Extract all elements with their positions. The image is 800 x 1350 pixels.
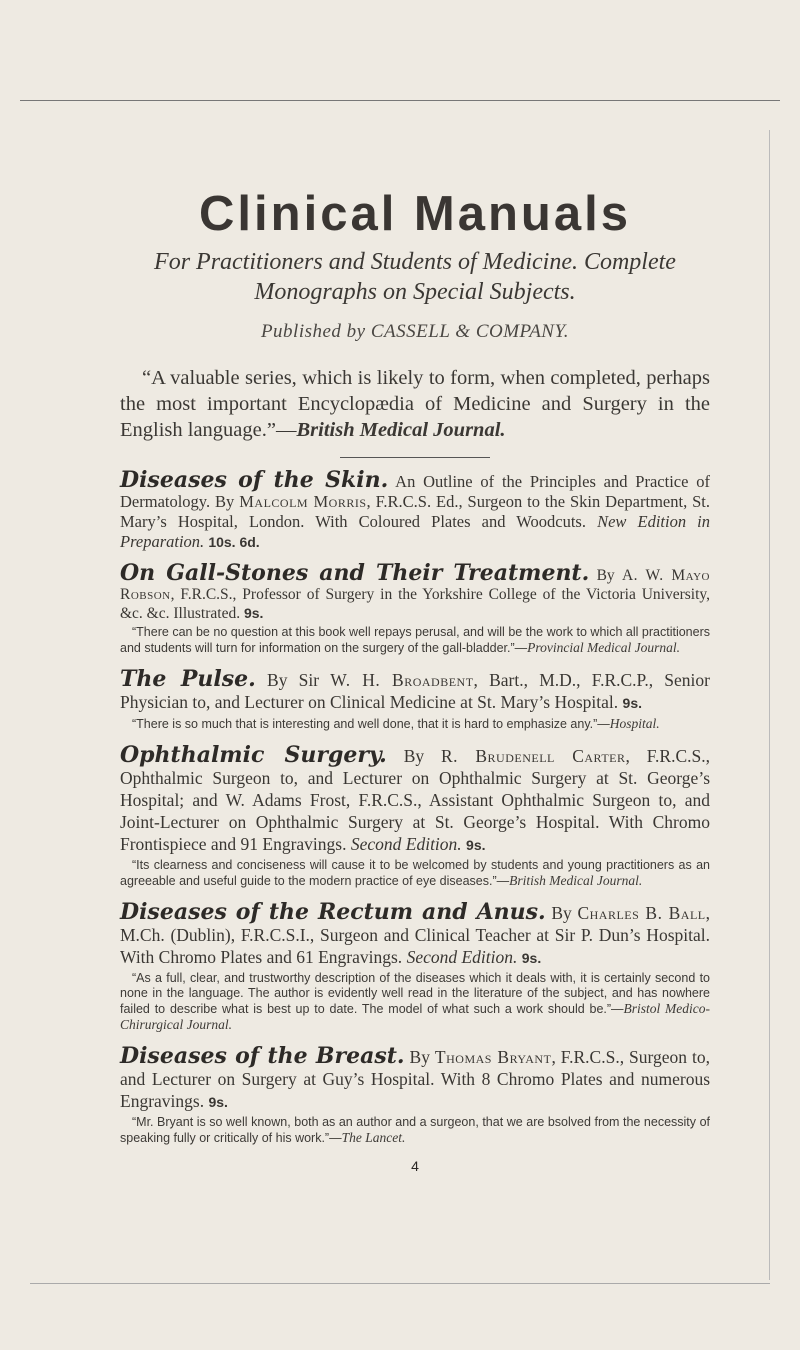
review-source: The Lancet. [341, 1130, 406, 1145]
entry-title: On Gall-Stones and Their Treatment. [120, 560, 590, 586]
entry-details: , F.R.C.S., Professor of Surgery in the Yorkshire College of the Victoria University, &c. &c. Illustrated. [120, 586, 710, 622]
entry-review [120, 1115, 710, 1146]
entry-title: Ophthalmic Surgery. [120, 742, 387, 768]
entry-author: Charles B. Ball [577, 903, 706, 923]
intro-quote-text: “A valuable series, which is likely to form, when completed, perhaps the most important Encyclopædia of Medicine and Surgery in the English language.”— [120, 367, 710, 441]
entry-price: 9s. [466, 837, 486, 853]
entry-text: By [409, 1047, 430, 1067]
entry-title: The Pulse. [120, 666, 256, 692]
entry-author: W. H. Broadbent [330, 670, 474, 690]
top-rule [20, 100, 780, 101]
entry-price: 10s. 6d. [208, 534, 260, 550]
entry-text: By [403, 746, 425, 766]
book-entry [120, 1045, 710, 1146]
entry-text: By [596, 567, 615, 584]
entry-author: Malcolm Morris [239, 492, 367, 511]
page-edge [769, 130, 770, 1280]
entry-title: Diseases of the Skin. [120, 467, 389, 493]
entry-text: By [551, 903, 572, 923]
entry-title: Diseases of the Rectum and Anus. [120, 899, 546, 925]
entry-edition: Second Edition. [350, 834, 462, 854]
entry-author: A. W. Mayo Robson [120, 567, 711, 603]
entry-review [120, 716, 710, 732]
intro-quote-source: British Medical Journal. [296, 419, 506, 441]
review-text: “Its clearness and conciseness will cause it to be welcomed by students and young practitioners as an agreeable and useful guide to the modern practice of eye diseases.”— [120, 858, 710, 888]
intro-quote [120, 365, 710, 443]
entry-title: Diseases of the Breast. [120, 1043, 405, 1069]
page-number: 4 [411, 1158, 419, 1174]
review-source: British Medical Journal. [509, 873, 643, 888]
entry-edition: Second Edition. [406, 947, 518, 967]
review-text: “As a full, clear, and trustworthy description of the diseases which it deals with, it is certainly second to none in the language. The author is evidently well read in the literature of the subject, and has nowhere failed to describe what is best up to date. The model of what such a work should be.”— [120, 971, 710, 1016]
entry-author: Thomas Bryant [434, 1047, 552, 1067]
entry-review [120, 625, 710, 656]
bottom-rule [30, 1283, 770, 1284]
entry-price: 9s. [243, 605, 264, 621]
entry-price: 9s. [208, 1094, 228, 1110]
entry-price: 9s. [521, 950, 542, 966]
entry-author: R. Brudenell Carter [440, 746, 626, 766]
review-source: Hospital. [609, 716, 660, 731]
section-divider [340, 457, 490, 458]
book-entry [120, 901, 710, 1033]
entry-review [120, 858, 710, 889]
review-source: Provincial Medical Journal. [527, 640, 681, 655]
entry-details: , Bart., M.D., F.R.C.P., Senior Physician to, and Lecturer on Clinical Medicine at St. Mary’s Hospital. [120, 670, 710, 712]
book-entry [120, 668, 710, 732]
entry-details: , F.R.C.S., Surgeon to, and Lecturer on Surgery at Guy’s Hospital. With 8 Chromo Plates and numerous Engravings. [120, 1047, 710, 1111]
book-entry [120, 744, 710, 889]
review-source: Bristol Medico-Chirurgical Journal. [120, 1001, 711, 1032]
entry-text: By Sir [267, 670, 320, 690]
entry-price: 9s. [622, 695, 643, 711]
review-text: “Mr. Bryant is so well known, both as an author and a surgeon, that we are bsolved from the necessity of speaking fully or critically of his work.”— [120, 1115, 710, 1145]
subtitle-line-2: Monographs on Special Subjects. [254, 279, 576, 305]
entry-details: , M.Ch. (Dublin), F.R.C.S.I., Surgeon and Clinical Teacher at Sir P. Dun’s Hospital. With Chromo Plates and 61 Engravings. [120, 903, 711, 967]
publisher-line: Published by CASSELL & COMPANY. [260, 321, 570, 342]
entry-edition: New Edition in Preparation. [120, 512, 710, 551]
entry-details: , F.R.C.S. Ed., Surgeon to the Skin Department, St. Mary’s Hospital, London. With Coloured Plates and Woodcuts. [120, 492, 711, 531]
review-text: “There is so much that is interesting and well done, that it is hard to emphasize any.”— [132, 717, 610, 731]
entry-text: An Outline of the Principles and Practice of Dermatology. By [120, 472, 710, 511]
entry-review [120, 971, 710, 1033]
page-title: Clinical Manuals [199, 187, 631, 241]
entry-details: , F.R.C.S., Ophthalmic Surgeon to, and Lecturer on Ophthalmic Surgery at St. George’s Hospital; and W. Adams Frost, F.R.C.S., Assistant Ophthalmic Surgeon to, and Joint-Lecturer on Ophthalmic Surgery at St. George’s Hospital. With Chromo Frontispiece and 91 Engravings. [120, 746, 710, 854]
subtitle-line-1: For Practitioners and Students of Medicine. Complete [154, 249, 676, 275]
page-content [120, 185, 710, 1174]
book-entry [120, 467, 711, 552]
book-entry [120, 560, 711, 656]
review-text: “There can be no question at this book well repays perusal, and will be the work to which all practitioners and students will turn for information on the surgery of the gall-bladder.”— [120, 625, 710, 655]
subtitle [120, 247, 710, 307]
